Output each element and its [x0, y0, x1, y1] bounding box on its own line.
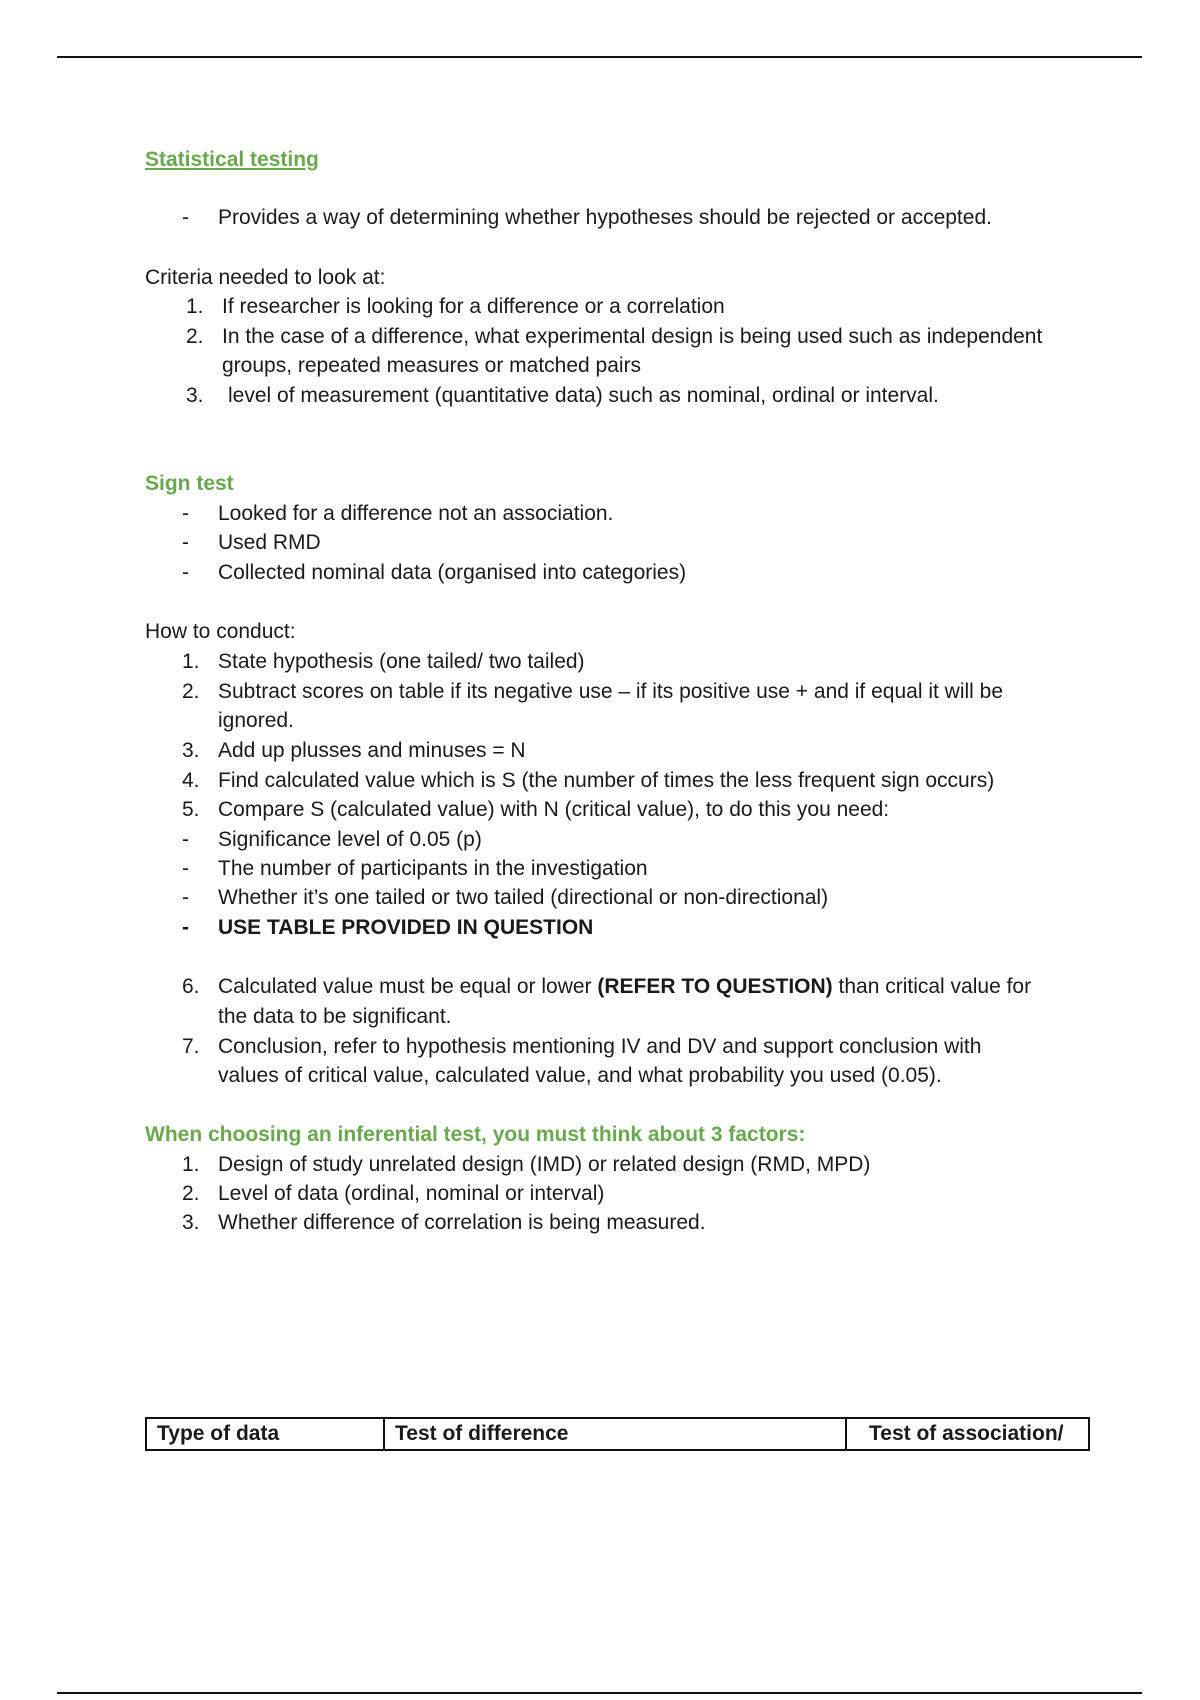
dash-marker: - — [182, 857, 189, 880]
table-header-test-of-association: Test of association/ — [846, 1418, 1089, 1450]
dash-marker: - — [182, 502, 189, 525]
number-marker: 3. — [182, 739, 200, 762]
dash-marker: - — [182, 916, 189, 939]
number-marker: 1. — [182, 1153, 200, 1176]
table-header-type-of-data: Type of data — [146, 1418, 384, 1450]
step6-bold-text: (REFER TO QUESTION) — [597, 975, 833, 998]
how-to-step: Subtract scores on table if its negative use – if its positive use + and if equal it will be — [218, 680, 1004, 703]
header-rule — [57, 56, 1142, 58]
number-marker: 2. — [182, 680, 200, 703]
number-marker: 5. — [182, 798, 200, 821]
number-marker: 2. — [186, 325, 204, 348]
number-marker: 7. — [182, 1035, 200, 1058]
number-marker: 3. — [182, 1211, 200, 1234]
dash-marker: - — [182, 828, 189, 851]
how-to-sub-bullet: Whether it’s one tailed or two tailed (directional or non-directional) — [218, 886, 829, 909]
step6-text-end: than critical value for — [832, 975, 1032, 998]
sign-test-bullet: Collected nominal data (organised into categories) — [218, 561, 687, 584]
number-marker: 1. — [186, 295, 204, 318]
how-to-step-continued: the data to be significant. — [218, 1005, 452, 1028]
how-to-step: Add up plusses and minuses = N — [218, 739, 526, 762]
sign-test-bullet: Looked for a difference not an association. — [218, 502, 614, 525]
criteria-item: In the case of a difference, what experimental design is being used such as independent — [222, 325, 1043, 348]
table-header-row — [146, 1418, 1089, 1450]
how-to-label: How to conduct: — [145, 620, 296, 643]
number-marker: 1. — [182, 650, 200, 673]
table-header-test-of-difference: Test of difference — [384, 1418, 846, 1450]
criteria-item-continued: groups, repeated measures or matched pairs — [222, 354, 642, 377]
page-title: Statistical testing — [145, 148, 319, 171]
criteria-item: If researcher is looking for a difference or a correlation — [222, 295, 725, 318]
inferential-item: Level of data (ordinal, nominal or interval) — [218, 1182, 605, 1205]
dash-marker: - — [182, 886, 189, 909]
how-to-step-continued: ignored. — [218, 709, 294, 732]
step6-text: Calculated value must be equal or lower — [218, 975, 598, 998]
how-to-step: State hypothesis (one tailed/ two tailed) — [218, 650, 585, 673]
sign-test-bullet: Used RMD — [218, 531, 321, 554]
number-marker: 3. — [186, 384, 204, 407]
footer-rule — [57, 1692, 1142, 1694]
how-to-step: Find calculated value which is S (the number of times the less frequent sign occurs) — [218, 769, 995, 792]
test-type-table — [145, 1417, 1090, 1451]
how-to-sub-bullet-bold: USE TABLE PROVIDED IN QUESTION — [218, 916, 594, 939]
sign-test-heading: Sign test — [145, 472, 234, 495]
dash-marker: - — [182, 531, 189, 554]
how-to-sub-bullet: The number of participants in the investigation — [218, 857, 648, 880]
how-to-step: Conclusion, refer to hypothesis mentioning IV and DV and support conclusion with — [218, 1035, 982, 1058]
dash-marker: - — [182, 206, 189, 229]
number-marker: 4. — [182, 769, 200, 792]
inferential-heading: When choosing an inferential test, you must think about 3 factors: — [145, 1123, 806, 1146]
how-to-step-6 — [218, 973, 1031, 1001]
criteria-item: level of measurement (quantitative data) such as nominal, ordinal or interval. — [228, 384, 939, 407]
how-to-sub-bullet: Significance level of 0.05 (p) — [218, 828, 482, 851]
how-to-step-continued: values of critical value, calculated value, and what probability you used (0.05). — [218, 1064, 942, 1087]
inferential-item: Design of study unrelated design (IMD) or related design (RMD, MPD) — [218, 1153, 871, 1176]
criteria-label: Criteria needed to look at: — [145, 266, 386, 289]
how-to-step: Compare S (calculated value) with N (critical value), to do this you need: — [218, 798, 890, 821]
dash-marker: - — [182, 561, 189, 584]
inferential-item: Whether difference of correlation is being measured. — [218, 1211, 706, 1234]
number-marker: 6. — [182, 975, 200, 998]
intro-bullet: Provides a way of determining whether hypotheses should be rejected or accepted. — [218, 206, 992, 229]
number-marker: 2. — [182, 1182, 200, 1205]
